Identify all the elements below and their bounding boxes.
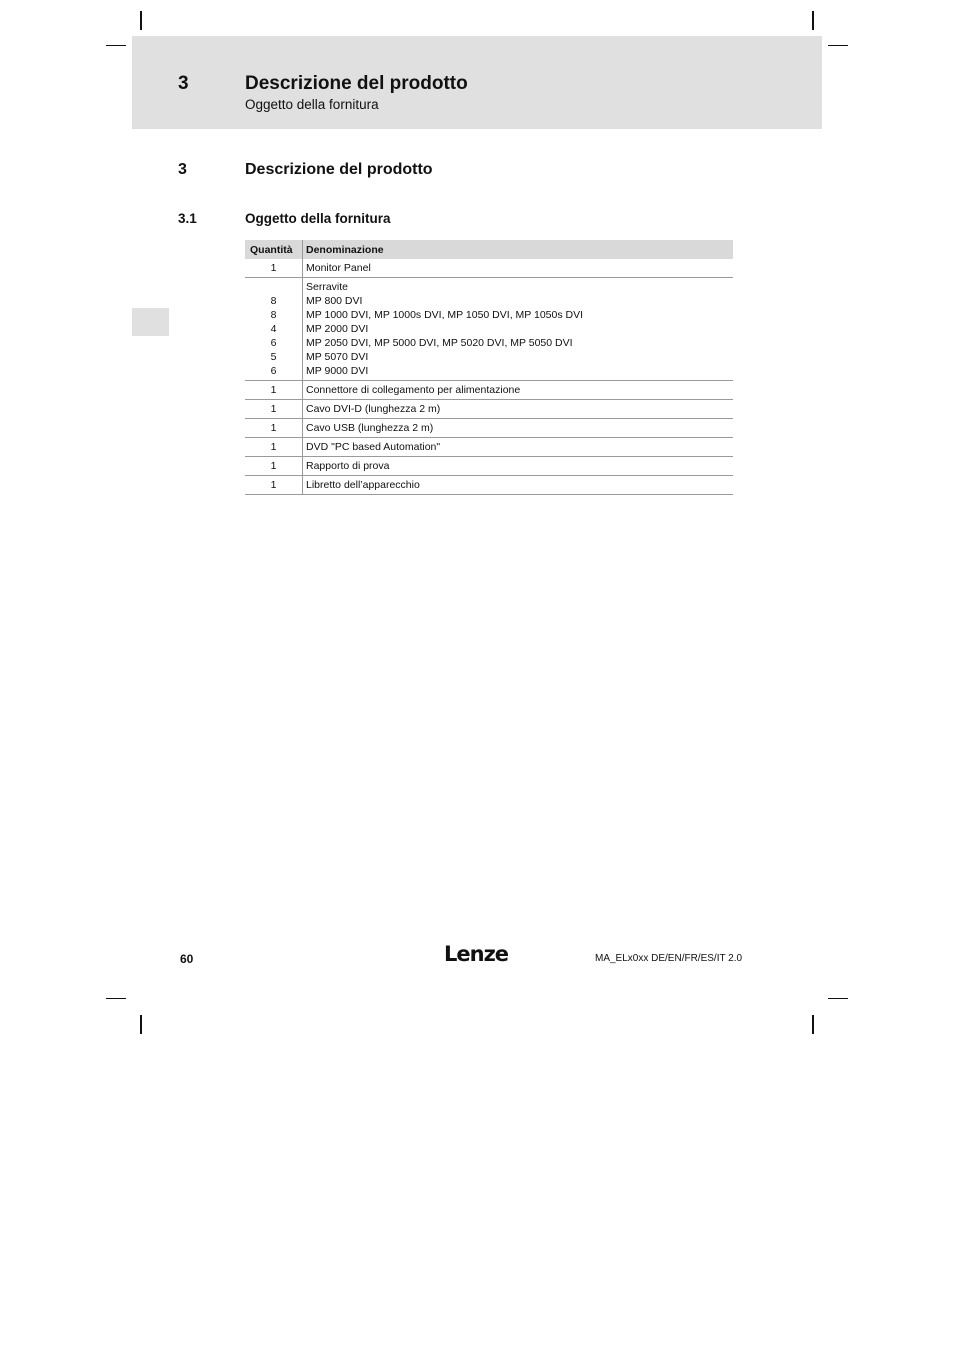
name-cell: Monitor Panel — [303, 259, 734, 278]
name-line: MP 9000 DVI — [306, 365, 369, 377]
quantity-cell: 1 — [245, 381, 303, 400]
quantity-line: 4 — [270, 323, 277, 335]
name-cell: DVD "PC based Automation" — [303, 438, 734, 457]
column-header-name: Denominazione — [303, 240, 734, 259]
column-header-quantity: Quantità — [245, 240, 303, 259]
quantity-line: 6 — [270, 365, 277, 377]
quantity-line: 8 — [270, 309, 277, 321]
name-cell: Cavo USB (lunghezza 2 m) — [303, 419, 734, 438]
crop-mark — [106, 45, 126, 46]
document-code: MA_ELx0xx DE/EN/FR/ES/IT 2.0 — [595, 953, 743, 964]
name-line: Serravite — [306, 281, 349, 293]
crop-mark — [140, 11, 142, 30]
name-line: MP 2000 DVI — [306, 323, 369, 335]
crop-mark — [828, 45, 848, 46]
subsection-title: Oggetto della fornitura — [245, 211, 391, 226]
table-row — [245, 259, 733, 278]
name-cell: Libretto dell’apparecchio — [303, 476, 734, 495]
crop-mark — [140, 1015, 142, 1034]
subsection-number: 3.1 — [178, 211, 197, 226]
side-tab-marker — [132, 308, 169, 336]
quantity-cell — [245, 278, 303, 381]
table-header-row — [245, 240, 733, 259]
quantity-cell: 1 — [245, 259, 303, 278]
quantity-cell: 1 — [245, 419, 303, 438]
quantity-cell: 1 — [245, 457, 303, 476]
lenze-logo: Lenze — [444, 942, 509, 966]
quantity-line — [248, 280, 299, 294]
chapter-header-band — [132, 36, 822, 129]
quantity-line: 6 — [270, 337, 277, 349]
table-row — [245, 278, 733, 381]
crop-mark — [828, 998, 848, 999]
table-row — [245, 476, 733, 495]
section-number: 3 — [178, 161, 187, 178]
name-line: MP 5070 DVI — [306, 351, 369, 363]
table-row — [245, 400, 733, 419]
name-cell — [303, 278, 734, 381]
name-cell: Rapporto di prova — [303, 457, 734, 476]
table-row — [245, 438, 733, 457]
name-cell: Connettore di collegamento per alimentazione — [303, 381, 734, 400]
supply-table — [245, 240, 733, 495]
chapter-subtitle: Oggetto della fornitura — [245, 97, 379, 112]
quantity-cell: 1 — [245, 476, 303, 495]
name-line: MP 2050 DVI, MP 5000 DVI, MP 5020 DVI, MP 5050 DVI — [306, 337, 573, 349]
table-row — [245, 381, 733, 400]
table-row — [245, 457, 733, 476]
chapter-number: 3 — [178, 73, 189, 94]
chapter-title: Descrizione del prodotto — [245, 73, 468, 94]
quantity-line: 8 — [270, 295, 277, 307]
name-line: MP 1000 DVI, MP 1000s DVI, MP 1050 DVI, MP 1050s DVI — [306, 309, 584, 321]
section-title: Descrizione del prodotto — [245, 161, 433, 178]
crop-mark — [812, 11, 814, 30]
page-number: 60 — [180, 952, 194, 966]
name-cell: Cavo DVI-D (lunghezza 2 m) — [303, 400, 734, 419]
name-line: MP 800 DVI — [306, 295, 363, 307]
quantity-line: 5 — [270, 351, 277, 363]
table-row — [245, 419, 733, 438]
crop-mark — [812, 1015, 814, 1034]
crop-mark — [106, 998, 126, 999]
quantity-cell: 1 — [245, 400, 303, 419]
quantity-cell: 1 — [245, 438, 303, 457]
